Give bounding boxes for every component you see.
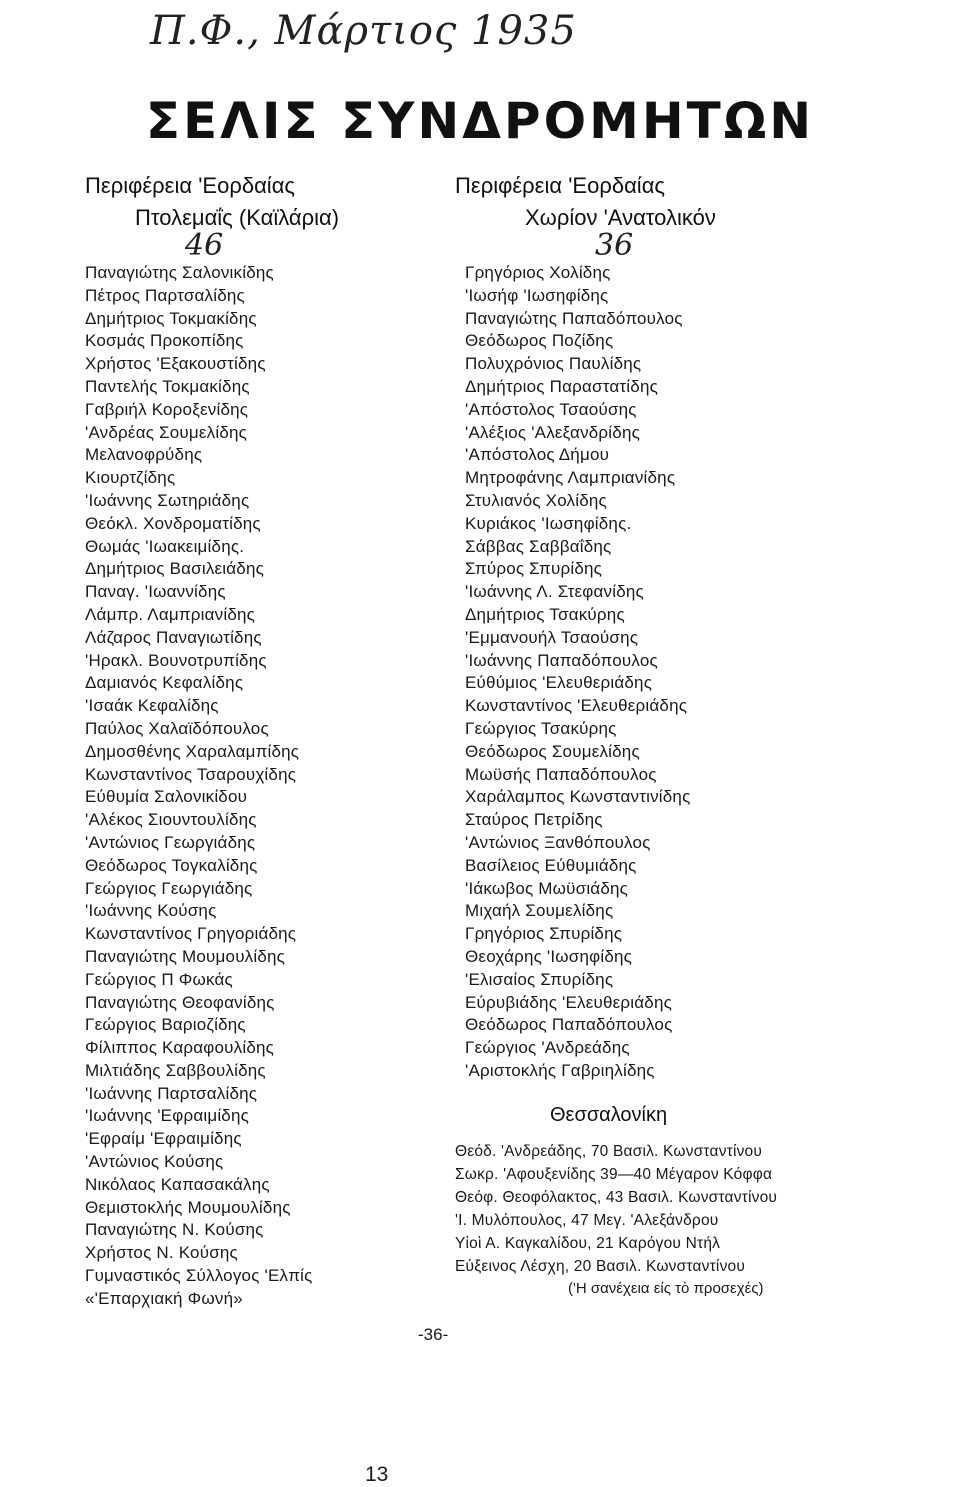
right-column	[455, 172, 935, 1083]
region-heading-right: Περιφέρεια 'Εορδαίας	[455, 173, 666, 198]
place-heading-left: Πτολεμαΐς (Καϊλάρια)	[135, 205, 340, 230]
subscriber-name: 'Απόστολος Τσαούσης	[465, 399, 637, 419]
subscriber-name: Λάζαρος Παναγιωτίδης	[85, 627, 262, 647]
subscriber-name: Εύρυβιάδης 'Ελευθεριάδης	[465, 992, 672, 1012]
subscriber-name: Στυλιανός Χολίδης	[465, 490, 607, 510]
subscriber-name: 'Αλέκος Σιουντουλίδης	[85, 810, 257, 830]
subscriber-name: Δημήτριος Βασιλειάδης	[85, 559, 265, 579]
subscriber-name: Δημήτριος Παραστατίδης	[465, 376, 658, 396]
subscriber-name: 'Αλέξιος 'Αλεξανδρίδης	[465, 422, 640, 442]
subscriber-name: Κυριάκος 'Ιωσηφίδης.	[465, 513, 632, 533]
subscriber-name: Μελανοφρύδης	[85, 445, 203, 465]
subscriber-name: 'Αριστοκλής Γαβριηλίδης	[465, 1060, 655, 1080]
subscriber-name: 'Αντώνιος Γεωργιάδης	[85, 832, 256, 852]
subscriber-name: Κωνσταντίνος Τσαρουχίδης	[85, 764, 297, 784]
address-entry: 'Ι. Μυλόπουλος, 47 Μεγ. 'Αλεξάνδρου	[455, 1212, 719, 1229]
subscriber-name: 'Εμμανουήλ Τσαούσης	[465, 627, 639, 647]
subscriber-name: Θεμιστοκλής Μουμουλίδης	[85, 1197, 291, 1217]
subscriber-name: Παύλος Χαλαϊδόπουλος	[85, 718, 269, 738]
subscriber-name: Γαβριήλ Κοροξενίδης	[85, 399, 249, 419]
subscriber-name: 'Ελισαίος Σπυρίδης	[465, 969, 614, 989]
subscriber-name: 'Ιωάννης Σωτηριάδης	[85, 490, 250, 510]
subscriber-name: Γεώργιος Τσακύρης	[465, 718, 617, 738]
subscriber-name: Κωνσταντίνος Γρηγοριάδης	[85, 924, 297, 944]
subscriber-name: 'Αντώνιος Ξανθόπουλος	[465, 832, 651, 852]
subscriber-name: Κιουρτζίδης	[85, 468, 176, 488]
subscriber-name: Παναγιώτης Θεοφανίδης	[85, 992, 275, 1012]
subscriber-name: Γεώργιος Γεωργιάδης	[85, 878, 253, 898]
subscriber-name: 'Ιωάννης Παπαδόπουλος	[465, 650, 658, 670]
subscriber-name: Παναγιώτης Ν. Κούσης	[85, 1220, 264, 1240]
subscriber-name: Κοσμάς Προκοπίδης	[85, 331, 244, 351]
subscriber-name: Θεόκλ. Χονδροματίδης	[85, 513, 261, 533]
page-marker: -36-	[418, 1325, 449, 1344]
address-entry: Εύξεινος Λέσχη, 20 Βασιλ. Κωνσταντίνου	[455, 1258, 746, 1275]
page-number: 13	[365, 1463, 389, 1486]
subscriber-name: 'Ανδρέας Σουμελίδης	[85, 422, 248, 442]
subscriber-name: Γρηγόριος Σπυρίδης	[465, 924, 623, 944]
subscriber-name: 'Ιωάννης Κούσης	[85, 901, 217, 921]
subscriber-name: Γυμναστικός Σύλλογος 'Ελπίς	[85, 1266, 313, 1286]
subscriber-name: Χρήστος 'Εξακουστίδης	[85, 354, 266, 374]
subscriber-name: Δημοσθένης Χαραλαμπίδης	[85, 741, 300, 761]
place-heading-right: Χωρίον 'Ανατολικόν	[525, 205, 716, 230]
subscriber-name: 'Ιωσήφ 'Ιωσηφίδης	[465, 285, 609, 305]
subscriber-name: Γρηγόριος Χολίδης	[465, 263, 611, 282]
subscriber-name: Μητροφάνης Λαμπριανίδης	[465, 468, 676, 488]
handwritten-count-left: 46	[185, 228, 224, 263]
subscriber-name: Φίλιππος Καραφουλίδης	[85, 1038, 275, 1058]
address-entry: Υἱοὶ Α. Καγκαλίδου, 21 Καρόγου Ντήλ	[455, 1235, 721, 1252]
subscriber-name: «'Επαρχιακή Φωνή»	[85, 1288, 243, 1308]
subscriber-name: Παναγ. 'Ιωαννίδης	[85, 582, 226, 602]
subscriber-name: Σάββας Σαββαΐδης	[465, 536, 612, 556]
subscriber-name: Θεόδωρος Σουμελίδης	[465, 741, 640, 761]
subscriber-name: Θεόδωρος Τογκαλίδης	[85, 855, 258, 875]
subscriber-name: 'Ηρακλ. Βουνοτρυπίδης	[85, 650, 267, 670]
subscriber-name: 'Απόστολος Δήμου	[465, 445, 610, 465]
subscriber-name: 'Ιωάννης Λ. Στεφανίδης	[465, 582, 644, 602]
subscriber-name: Θεοχάρης 'Ιωσηφίδης	[465, 946, 633, 966]
region-heading-left: Περιφέρεια 'Εορδαίας	[85, 173, 296, 198]
left-column	[85, 172, 430, 1311]
subscriber-name: Παναγιώτης Μουμουλίδης	[85, 946, 286, 966]
subscriber-name: Κωνσταντίνος 'Ελευθεριάδης	[465, 696, 688, 716]
subscriber-name: Παντελής Τοκμακίδης	[85, 376, 250, 396]
subscriber-name: Παναγιώτης Παπαδόπουλος	[465, 308, 683, 328]
subscriber-name: Παναγιώτης Σαλονικίδης	[85, 263, 274, 282]
subscriber-name: 'Ιωάννης 'Εφραιμίδης	[85, 1106, 250, 1126]
subscriber-name: Μιλτιάδης Σαββουλίδης	[85, 1060, 266, 1080]
subscriber-name: Θεόδωρος Παπαδόπουλος	[465, 1015, 673, 1035]
subscriber-name: Εύθύμιος 'Ελευθεριάδης	[465, 673, 653, 693]
subscriber-name: Νικόλαος Καπασακάλης	[85, 1174, 270, 1194]
address-entry: Θεόδ. 'Ανδρεάδης, 70 Βασιλ. Κωνσταντίνου	[455, 1143, 763, 1160]
subscriber-name: 'Ιωάννης Παρτσαλίδης	[85, 1083, 258, 1103]
subscriber-name: Πολυχρόνιος Παυλίδης	[465, 354, 642, 374]
address-entry: Θεόφ. Θεοφόλακτος, 43 Βασιλ. Κωνσταντίνου	[455, 1189, 778, 1206]
subscriber-name: Γεώργιος Βαριοζίδης	[85, 1015, 246, 1035]
subscriber-name: Πέτρος Παρτσαλίδης	[85, 285, 245, 305]
subscriber-list-left	[85, 262, 430, 1311]
handwritten-note: Π.Φ., Μάρτιος 1935	[150, 8, 577, 54]
subscriber-name: Δημήτριος Τσακύρης	[465, 604, 625, 624]
subscriber-name: Εύθυμία Σαλονικίδου	[85, 787, 248, 807]
subscriber-name: Λάμπρ. Λαμπριανίδης	[85, 604, 256, 624]
subscriber-name: Μωϋσής Παπαδόπουλος	[465, 764, 657, 784]
address-list	[455, 1140, 777, 1278]
subscriber-name: 'Αντώνιος Κούσης	[85, 1152, 224, 1172]
subscriber-name: Βασίλειος Εύθυμιάδης	[465, 855, 637, 875]
subscriber-name: 'Ιάκωβος Μωϋσιάδης	[465, 878, 629, 898]
subscriber-name: Θωμάς 'Ιωακειμίδης.	[85, 536, 245, 556]
handwritten-count-right: 36	[595, 228, 634, 263]
page-title: ΣΕΛΙΣ ΣΥΝΔΡΟΜΗΤΩΝ	[145, 92, 815, 150]
continued-note: ('Η σανέχεια είς τὸ προσεχές)	[568, 1280, 764, 1297]
subscriber-name: Χαράλαμπος Κωνσταντινίδης	[465, 787, 691, 807]
subscriber-name: Γεώργιος Π Φωκάς	[85, 969, 233, 989]
subscriber-list-right	[465, 262, 935, 1083]
subscriber-name: Χρήστος Ν. Κούσης	[85, 1243, 238, 1263]
subscriber-name: Σταύρος Πετρίδης	[465, 810, 603, 830]
address-entry: Σωκρ. 'Αφουξενίδης 39—40 Μέγαρον Κόφφα	[455, 1166, 773, 1183]
subscriber-name: Γεώργιος 'Ανδρεάδης	[465, 1038, 630, 1058]
subscriber-name: 'Εφραίμ 'Εφραιμίδης	[85, 1129, 242, 1149]
place-heading-thessaloniki: Θεσσαλονίκη	[550, 1104, 668, 1126]
subscriber-name: 'Ισαάκ Κεφαλίδης	[85, 696, 219, 716]
subscriber-name: Δαμιανός Κεφαλίδης	[85, 673, 244, 693]
subscriber-name: Δημήτριος Τοκμακίδης	[85, 308, 257, 328]
subscriber-name: Σπύρος Σπυρίδης	[465, 559, 603, 579]
subscriber-name: Μιχαήλ Σουμελίδης	[465, 901, 614, 921]
subscriber-name: Θεόδωρος Ποζίδης	[465, 331, 614, 351]
